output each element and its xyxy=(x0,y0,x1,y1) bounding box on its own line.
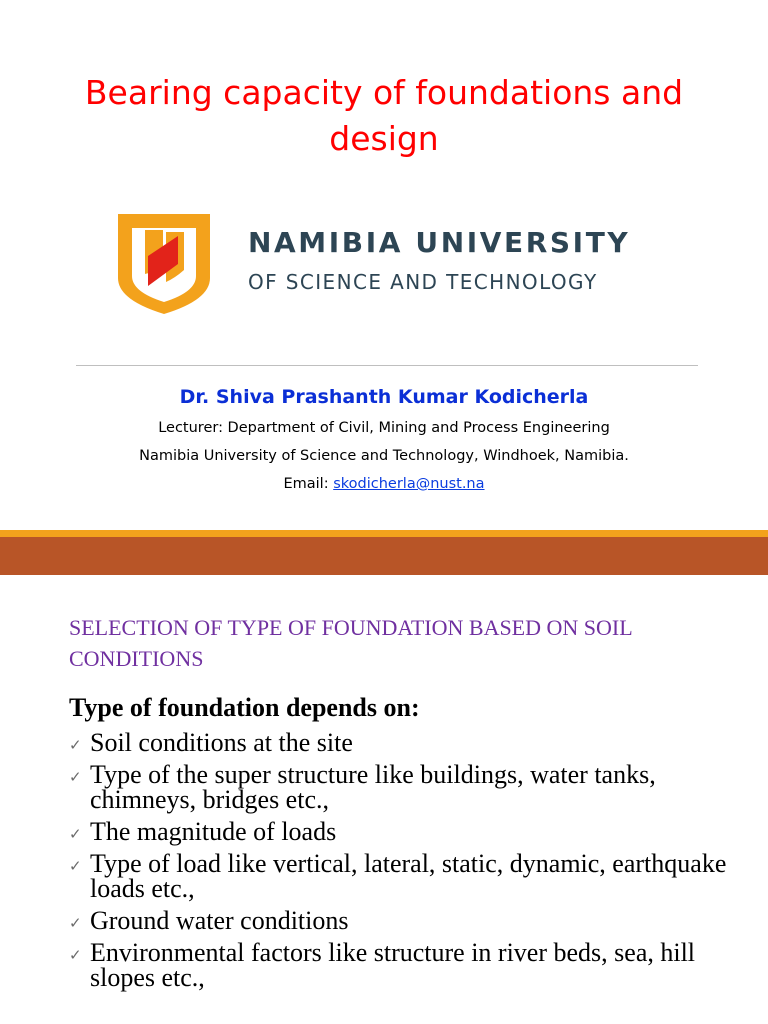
slide-title: Bearing capacity of foundations and design xyxy=(84,73,684,158)
list-item-text: Soil conditions at the site xyxy=(90,728,353,757)
subheading: Type of foundation depends on: xyxy=(69,693,420,722)
list-item-text: Type of load like vertical, lateral, static, dynamic, earthquake loads etc., xyxy=(90,849,727,903)
university-logo xyxy=(112,208,652,318)
section-title: SELECTION OF TYPE OF FOUNDATION BASED ON SOIL CONDITIONS xyxy=(69,615,632,671)
checkmark-icon: ✓ xyxy=(69,736,82,754)
slide-separator-accent xyxy=(0,530,768,537)
shield-logo-icon xyxy=(112,208,216,316)
list-item-text: Ground water conditions xyxy=(90,906,349,935)
checkmark-icon: ✓ xyxy=(69,857,82,875)
list-item xyxy=(69,730,729,755)
logo-name-text: NAMIBIA UNIVERSITY xyxy=(248,226,631,259)
divider-line xyxy=(76,365,698,366)
logo-subtitle-text: OF SCIENCE AND TECHNOLOGY xyxy=(248,270,598,294)
list-item-text: The magnitude of loads xyxy=(90,817,337,846)
list-item xyxy=(69,908,729,933)
author-role: Lecturer: Department of Civil, Mining and Process Engineering xyxy=(158,420,610,436)
list-item xyxy=(69,940,729,990)
list-item xyxy=(69,819,729,844)
author-institution: Namibia University of Science and Technology, Windhoek, Namibia. xyxy=(139,448,629,464)
author-name: Dr. Shiva Prashanth Kumar Kodicherla xyxy=(179,386,589,408)
author-email xyxy=(0,474,768,494)
checkmark-icon: ✓ xyxy=(69,768,82,786)
list-item xyxy=(69,762,729,812)
list-item xyxy=(69,851,729,901)
checkmark-icon: ✓ xyxy=(69,825,82,843)
slide-separator-band xyxy=(0,537,768,575)
email-link[interactable]: skodicherla@nust.na xyxy=(333,476,485,492)
foundation-factors-list xyxy=(69,730,729,997)
list-item-text: Type of the super structure like buildings, water tanks, chimneys, bridges etc., xyxy=(90,760,656,814)
checkmark-icon: ✓ xyxy=(69,914,82,932)
list-item-text: Environmental factors like structure in river beds, sea, hill slopes etc., xyxy=(90,938,696,992)
checkmark-icon: ✓ xyxy=(69,946,82,964)
email-label: Email: xyxy=(283,476,334,492)
